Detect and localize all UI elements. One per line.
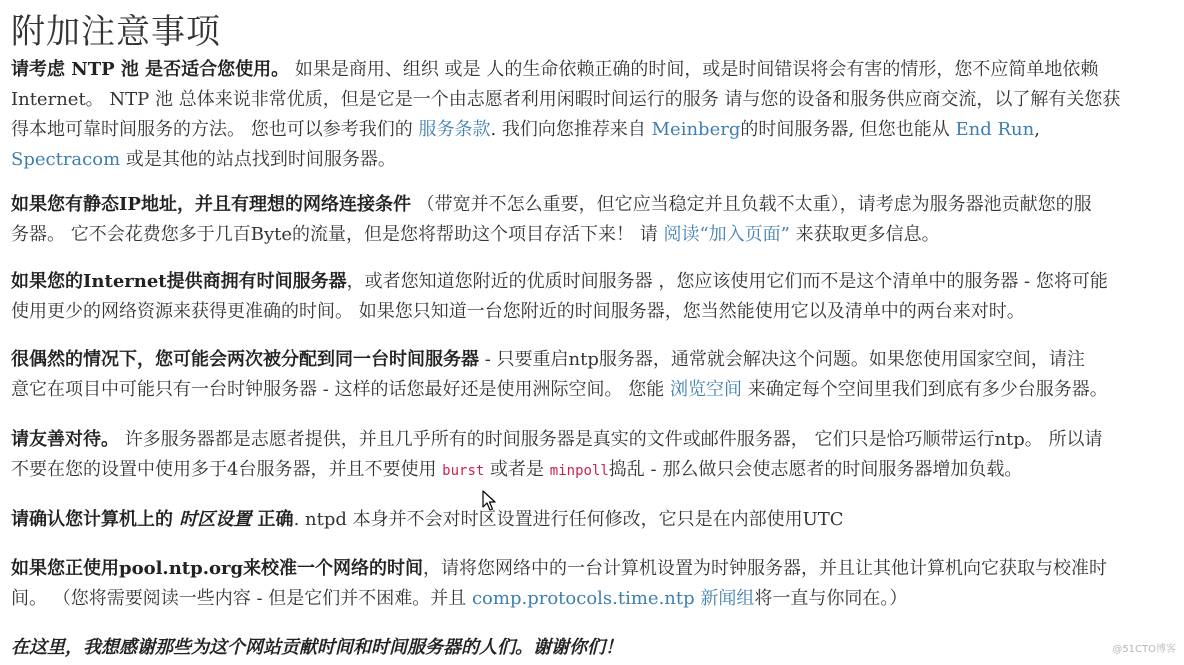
link-terms-of-service[interactable]: 服务条款 <box>418 119 491 140</box>
paragraph-network-sync <box>11 554 1107 614</box>
paragraph-ntp-suitability <box>11 55 1120 175</box>
link-comp-protocols-time-ntp[interactable]: comp.protocols.time.ntp <box>471 588 695 609</box>
text: 来确定每个空间里我们到底有多少台服务器。 <box>741 379 1108 400</box>
text: 许多服务器都是志愿者提供，并且几乎所有的时间服务器是真实的文件或邮件服务器， 它们只是恰巧顺带运行ntp。 所以请 <box>119 429 1103 450</box>
text-line <box>11 505 844 535</box>
text-line <box>11 115 1120 145</box>
text: . 我们向您推荐来自 <box>490 119 652 140</box>
text: 如果是商用、组织 或是 人的生命依赖正确的时间，或是时间错误将会有害的情形，您不应简单地依赖 <box>289 59 1099 80</box>
text: 务器。 它不会花费您多于几百Byte的流量，但是您将帮助这个项目存活下来！ 请 <box>11 224 664 245</box>
text: . ntpd 本身并不会对时区设置进行任何修改，它只是在内部使用UTC <box>293 509 844 530</box>
text: ，请将您网络中的一台计算机设置为时钟服务器，并且让其他计算机向它获取与校准时 <box>423 558 1108 579</box>
link-spectracom[interactable]: Spectracom <box>11 149 121 170</box>
text-line <box>11 190 1092 220</box>
bold-lead: 很偶然的情况下，您可能会两次被分配到同一台时间服务器 <box>11 349 479 370</box>
code-burst: burst <box>442 463 485 479</box>
text-line <box>11 425 1103 455</box>
paragraph-thanks <box>11 633 623 663</box>
text-line <box>11 267 1108 297</box>
bold-lead: 如果您的Internet提供商拥有时间服务器 <box>11 271 347 292</box>
paragraph-static-ip <box>11 190 1092 250</box>
text-line <box>11 220 1092 250</box>
text: 捣乱 - 那么做只会使志愿者的时间服务器增加负载。 <box>608 459 1023 480</box>
link-meinberg[interactable]: Meinberg <box>651 119 741 140</box>
paragraph-timezone <box>11 505 844 535</box>
bold-italic-timezone: 时区设置 <box>179 509 252 530</box>
code-minpoll: minpoll <box>549 463 609 479</box>
text-line <box>11 55 1120 85</box>
bold-lead: 如果您正使用pool.ntp.org来校准一个网络的时间 <box>11 558 424 579</box>
link-join-page[interactable]: 阅读“加入页面” <box>663 224 790 245</box>
link-newsgroup[interactable]: 新闻组 <box>700 588 755 609</box>
text-line <box>11 375 1108 405</box>
text-line <box>11 345 1108 375</box>
text-line <box>11 584 1107 614</box>
bold-lead: 请确认您计算机上的 <box>11 509 180 530</box>
text: 的时间服务器, 但您也能从 <box>740 119 956 140</box>
page-title: 附加注意事项 <box>11 12 221 52</box>
text: 来获取更多信息。 <box>789 224 940 245</box>
text-line <box>11 554 1107 584</box>
paragraph-duplicate-server <box>11 345 1108 405</box>
text: 或是其他的站点找到时间服务器。 <box>120 149 396 170</box>
text: 或者是 <box>484 459 550 480</box>
text: 使用更少的网络资源来获得更准确的时间。 如果您只知道一台您附近的时间服务器，您当然能使用它以及清单中的两台来对时。 <box>11 301 1025 322</box>
text-line <box>11 633 623 663</box>
watermark: @51CTO博客 <box>1112 644 1176 655</box>
mouse-cursor-icon <box>482 490 496 512</box>
link-end-run[interactable]: End Run <box>955 119 1035 140</box>
bold-lead: 请友善对待。 <box>11 429 119 450</box>
text: 不要在您的设置中使用多于4台服务器，并且不要使用 <box>11 459 443 480</box>
text-line <box>11 455 1103 485</box>
bold-lead: 如果您有静态IP地址，并且有理想的网络连接条件 <box>11 194 411 215</box>
bold-lead: 请考虑 NTP 池 是否适合您使用。 <box>11 59 290 80</box>
text: , <box>1034 119 1040 140</box>
text: - 只要重启ntp服务器，通常就会解决这个问题。如果您使用国家空间，请注 <box>479 349 1085 370</box>
text: ，或者您知道您附近的优质时间服务器 ，您应该使用它们而不是这个清单中的服务器 - 您将可能 <box>346 271 1108 292</box>
text-line <box>11 85 1120 115</box>
text: 得本地可靠时间服务的方法。 您也可以参考我们的 <box>11 119 419 140</box>
text: 将一直与你同在。） <box>754 588 908 609</box>
text: 意它在项目中可能只有一台时钟服务器 - 这样的话您最好还是使用洲际空间。 您能 <box>11 379 670 400</box>
text: 间。 （您将需要阅读一些内容 - 但是它们并不困难。并且 <box>11 588 472 609</box>
text-line <box>11 145 1120 175</box>
paragraph-be-nice <box>11 425 1103 485</box>
text: Internet。 NTP 池 总体来说非常优质，但是它是一个由志愿者利用闲暇时间运行的服务 请与您的设备和服务供应商交流，以了解有关您获 <box>11 89 1121 110</box>
bold-lead-tail: 正确 <box>251 509 294 530</box>
text: （带宽并不怎么重要，但它应当稳定并且负载不太重），请考虑为服务器池贡献您的服 <box>410 194 1092 215</box>
link-browse-zones[interactable]: 浏览空间 <box>669 379 742 400</box>
paragraph-isp-servers <box>11 267 1108 327</box>
text-line <box>11 297 1108 327</box>
thanks-text: 在这里，我想感谢那些为这个网站贡献时间和时间服务器的人们。谢谢你们！ <box>11 637 623 658</box>
